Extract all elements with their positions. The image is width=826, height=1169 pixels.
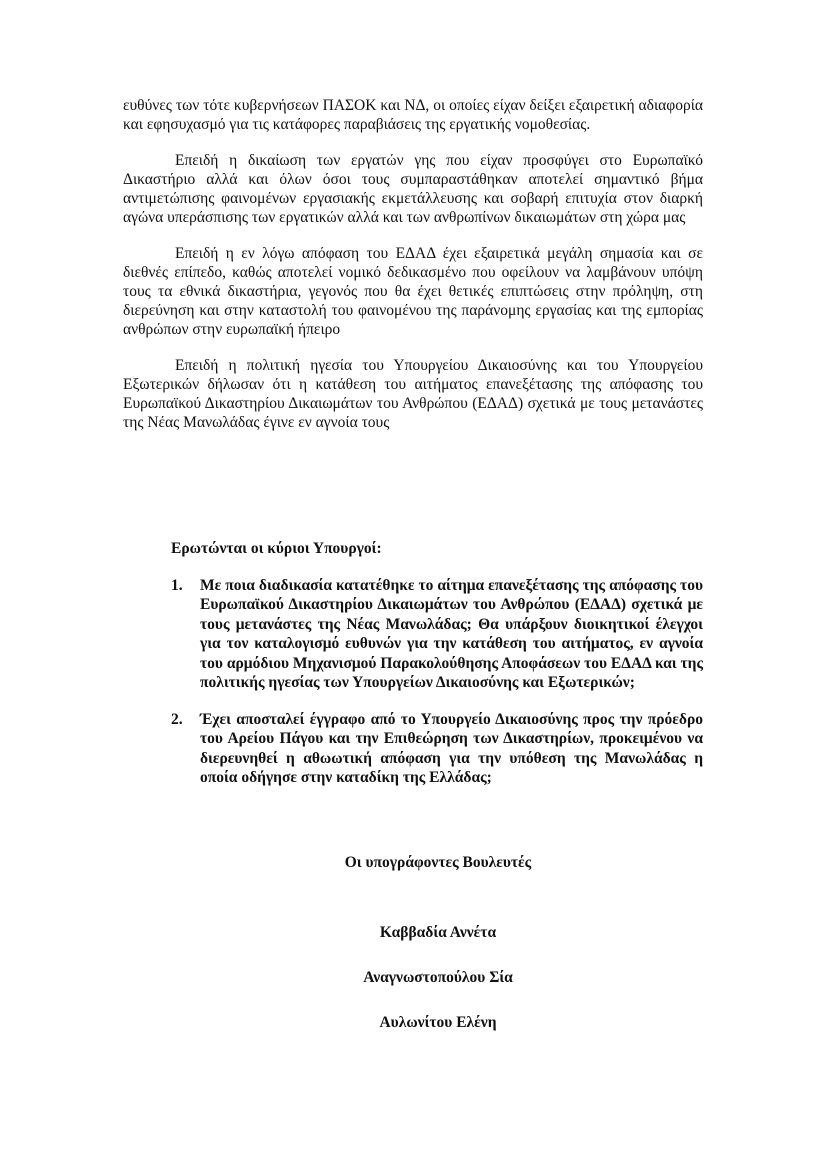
signatory-name: Καββαδία Αννέτα — [379, 924, 497, 941]
paragraph-political-leadership: Επειδή η πολιτική ηγεσία του Υπουργείου Δικαιοσύνης και του Υπουργείου Εξωτερικών δήλωσαν ότι η κατάθεση του αιτήματος επανεξέτασης της απόφασης του Ευρωπαϊκού Δικαστηρίου Δικαιωμάτων του Ανθρώπου (ΕΔΑΔ) σχετικά με τους μετανάστες της Νέας Μανωλάδας έγινε εν αγνοία τους — [123, 357, 703, 431]
question-text: Με ποια διαδικασία κατατέθηκε το αίτημα επανεξέτασης της απόφασης του Ευρωπαϊκού Δικαστηρίου Δικαιωμάτων του Ανθρώπου (ΕΔΑΔ) σχετικά με τους μετανάστες της Νέας Μανωλάδας; Θα υπάρξουν διοικητικοί έλεγχοι για τον καταλογισμό ευθυνών για την κατάθεση του αιτήματος, εν αγνοία του αρμόδιου Μηχανισμού Παρακολούθησης Αποφάσεων του ΕΔΑΔ και της πολιτικής ηγεσίας των Υπουργείων Δικαιοσύνης και Εξωτερικών; — [200, 576, 703, 691]
question-item — [171, 576, 703, 693]
questions-heading: Ερωτώνται οι κύριοι Υπουργοί: — [171, 540, 382, 557]
signatories-title: Οι υπογράφοντες Βουλευτές — [344, 854, 532, 871]
signatory-name: Αναγνωστοπούλου Σία — [363, 969, 513, 986]
question-text: Έχει αποσταλεί έγγραφο από το Υπουργείο Δικαιοσύνης προς την πρόεδρο του Αρείου Πάγου και την Επιθεώρηση των Δικαστηρίων, προκειμένου να διερευνηθεί η αθωωτική απόφαση για την υπόθεση της Μανωλάδας η οποία οδήγησε στην καταδίκη της Ελλάδας; — [200, 710, 703, 786]
questions-section — [171, 539, 703, 805]
paragraph-vindication: Επειδή η δικαίωση των εργατών γης που είχαν προσφύγει στο Ευρωπαϊκό Δικαστήριο αλλά και όλων όσοι τους συμπαραστάθηκαν αποτελεί σημαντικό βήμα αντιμετώπισης φαινομένων εργασιακής εκμετάλλευσης και σοβαρή επιτυχία στον διαρκή αγώνα υπεράσπισης των εργατικών αλλά και των ανθρωπίνων δικαιωμάτων στη χώρα μας — [123, 152, 703, 226]
question-item — [171, 710, 703, 788]
signatories-section — [123, 853, 753, 1058]
paragraph-responsibilities: ευθύνες των τότε κυβερνήσεων ΠΑΣΟΚ και ΝΔ, οι οποίες είχαν δείξει εξαιρετική αδιαφορία και εφησυχασμό για τις κατάφορες παραβιάσεις της εργατικής νομοθεσίας. — [123, 97, 703, 133]
questions-list — [171, 576, 703, 788]
paragraph-international-importance: Επειδή η εν λόγω απόφαση του ΕΔΑΔ έχει εξαιρετικά μεγάλη σημασία και σε διεθνές επίπεδο, καθώς αποτελεί νομικό δεδικασμένο που οφείλουν να λαμβάνουν υπόψη τους τα εθνικά δικαστήρια, γεγονός που θα έχει θετικές επιπτώσεις στην πρόληψη, στη διερεύνηση και στην καταστολή του φαινομένου της παράνομης εργασίας και της εμπορίας ανθρώπων στην ευρωπαϊκή ήπειρο — [123, 245, 703, 338]
signatory-name: Αυλωνίτου Ελένη — [379, 1014, 497, 1031]
question-number: 2. — [171, 710, 183, 728]
question-number: 1. — [171, 576, 183, 594]
document-body — [123, 96, 703, 449]
